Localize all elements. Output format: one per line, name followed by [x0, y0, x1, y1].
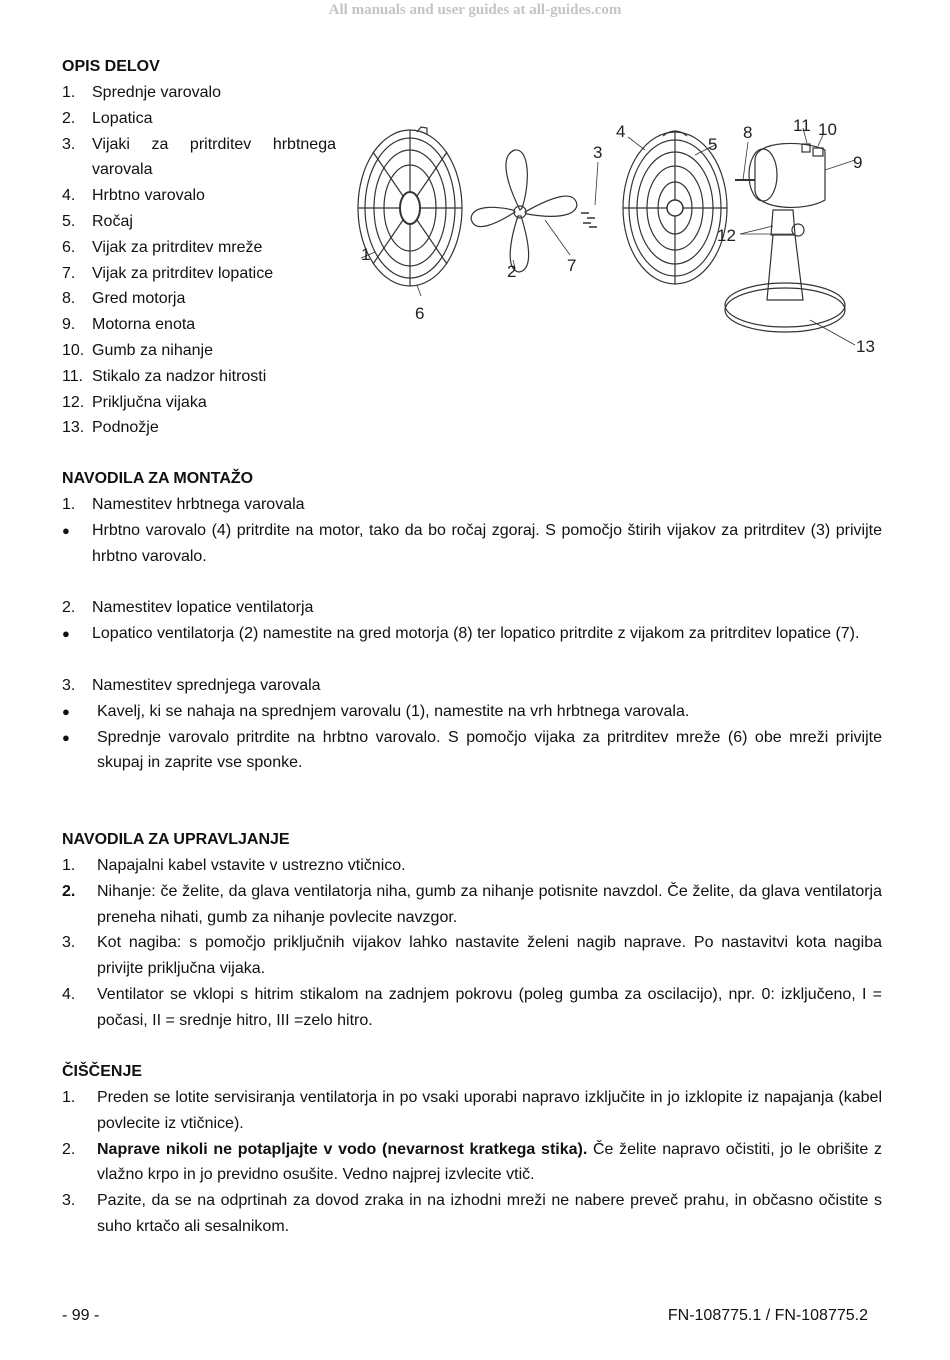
assembly-step-1: 1. Namestitev hrbtnega varovala: [62, 496, 305, 513]
operation-title: NAVODILA ZA UPRAVLJANJE: [62, 831, 290, 848]
bullet-icon: ●: [62, 703, 70, 719]
diagram-label-2: 2: [507, 262, 517, 281]
assembly-title: NAVODILA ZA MONTAŽO: [62, 470, 254, 487]
assembly-step-1-bullet: ● Hrbtno varovalo (4) pritrdite na motor, tako da bo ročaj zgoraj. S pomočjo štirih vijakov za pritrditev (3) privijte hrbtno varovalo.: [62, 518, 882, 570]
diagram-label-12: 12: [717, 226, 736, 245]
parts-item: 6. Vijak za pritrditev mreže: [62, 238, 263, 256]
diagram-label-3: 3: [593, 143, 603, 162]
parts-item: 10. Gumb za nihanje: [62, 341, 213, 359]
operation-item: 1. Napajalni kabel vstavite v ustrezno vtičnico.: [62, 857, 406, 874]
operation-item: 3. Kot nagiba: s pomočjo priključnih vijakov lahko nastavite želeni nagib naprave. Po nastavitvi kota nagiba privijte priključna vijaka.: [62, 934, 882, 978]
parts-item: 1. Sprednje varovalo: [62, 84, 221, 101]
operation-item: 2. Nihanje: če želite, da glava ventilatorja niha, gumb za nihanje potisnite navzdol. Če želite, da glava ventilatorja preneha nihati, gumb za nihanje povlecite navzgor.: [62, 882, 882, 926]
cleaning-item-2: 2. Naprave nikoli ne potapljajte v vodo (nevarnost kratkega stika). Če želite napravo očistiti, jo le obrišite z vlažno krpo in jo previdno osušite. Vedno najprej izvlecite vtič.: [62, 1140, 882, 1184]
diagram-label-7: 7: [567, 256, 577, 275]
diagram-label-4: 4: [616, 122, 626, 141]
page-number: - 99 -: [62, 1307, 100, 1324]
diagram-label-6: 6: [415, 304, 425, 323]
operation-section: [62, 827, 882, 1034]
parts-item: 5. Ročaj: [62, 212, 133, 230]
warning-text: Naprave nikoli ne potapljajte v vodo (nevarnost kratkega stika).: [97, 1140, 588, 1158]
bullet-icon: ●: [62, 522, 70, 538]
parts-item: 7. Vijak za pritrditev lopatice: [62, 264, 274, 282]
cleaning-item-1: 1. Preden se lotite servisiranja ventilatorja in po vsaki uporabi napravo izključite in jo izklopite iz napajanja (kabel povlecite iz vtičnice).: [62, 1089, 882, 1132]
diagram-label-8: 8: [743, 123, 753, 142]
assembly-section: [62, 466, 882, 776]
screws-drawing: [581, 213, 597, 227]
assembly-step-2-bullet: ● Lopatico ventilatorja (2) namestite na gred motorja (8) ter lopatico pritrdite z vijakom za pritrditev lopatice (7).: [62, 621, 882, 647]
parts-item: 9. Motorna enota: [62, 316, 196, 334]
diagram-label-5: 5: [708, 135, 718, 154]
parts-item: 3. Vijaki za pritrditev hrbtnega varovala: [62, 135, 336, 179]
fan-parts-diagram: [355, 110, 885, 360]
parts-item: 11. Stikalo za nadzor hitrosti: [62, 367, 267, 385]
parts-item: 2. Lopatica: [62, 109, 153, 127]
assembly-step-3-bullet-2: ● Sprednje varovalo pritrdite na hrbtno varovalo. S pomočjo vijaka za pritrditev mreže (6) obe mreži privijte skupaj in zaprite vse sponke.: [62, 725, 882, 777]
cleaning-section: [62, 1059, 882, 1240]
motor-and-stand-drawing: [725, 143, 845, 332]
cleaning-item-3: 3. Pazite, da se na odprtinah za dovod zraka in na izhodni mreži ne nabere preveč prahu, in občasno očistite s suho krtačo ali sesalnikom.: [62, 1192, 882, 1235]
diagram-label-13: 13: [856, 337, 875, 356]
leader-lines: [361, 128, 855, 345]
parts-item: 13. Podnožje: [62, 419, 159, 437]
assembly-step-3-bullet-1: ● Kavelj, ki se nahaja na sprednjem varovalu (1), namestite na vrh hrbtnega varovala.: [62, 699, 882, 725]
model-number: FN-108775.1 / FN-108775.2: [667, 1307, 868, 1324]
front-guard-drawing: [358, 127, 462, 286]
bullet-icon: ●: [62, 729, 70, 745]
diagram-label-10: 10: [818, 120, 837, 139]
operation-list: [62, 853, 882, 1034]
parts-title: OPIS DELOV: [62, 58, 160, 75]
parts-item: 8. Gred motorja: [62, 290, 186, 308]
parts-item: 12. Priključna vijaka: [62, 393, 207, 411]
parts-list: [62, 80, 336, 441]
watermark: All manuals and user guides at all-guides.com: [328, 2, 622, 18]
assembly-step-2: 2. Namestitev lopatice ventilatorja: [62, 599, 314, 617]
parts-item: 4. Hrbtno varovalo: [62, 187, 205, 205]
cleaning-title: ČIŠČENJE: [62, 1063, 143, 1080]
fan-blade-drawing: [471, 150, 577, 272]
diagram-label-9: 9: [853, 153, 863, 172]
bullet-icon: ●: [62, 626, 70, 642]
diagram-label-1: 1: [361, 245, 371, 264]
parts-section: [62, 54, 336, 441]
operation-item: 4. Ventilator se vklopi s hitrim stikalom na zadnjem pokrovu (poleg gumba za oscilacijo), npr. 0: izključeno, I = počasi, II = srednje hitro, III =zelo hitro.: [62, 985, 882, 1029]
assembly-step-3: 3. Namestitev sprednjega varovala: [62, 676, 321, 694]
diagram-label-11: 11: [793, 116, 811, 135]
